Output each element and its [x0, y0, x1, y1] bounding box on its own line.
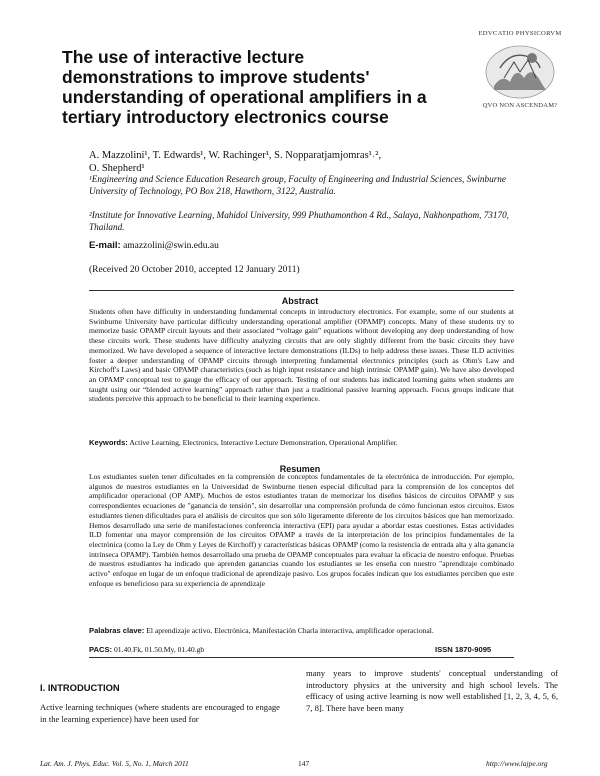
email-label: E-mail: [89, 240, 121, 251]
footer-page-number: 147 [298, 759, 310, 768]
divider-bottom [89, 657, 514, 658]
logo-motto-top: EDVCATIO PHYSICORVM [478, 30, 562, 37]
email-address: amazzolini@swin.edu.au [123, 241, 219, 251]
abstract-text: Students often have difficulty in understanding fundamental concepts in introductory electronics. For example, some of our students at Swinburne University have particular difficulty understanding operational amplifier (OPAMP) concepts. Many of these students try to memorize basic OPAMP circuit layouts and their associated “voltage gain” equations without developing any deep understanding of how these circuits work. These students have difficulty analyzing circuits that are only slightly different from the basic circuits they have memorized. We have developed a sequence of interactive lecture demonstrations (ILDs) to help address these issues. These ILD activities foster a deeper understanding of OPAMP circuits through interpreting fundamental electronics principles (such as Ohm's Law and Kirchoff's Laws) and basic OPAMP characteristics (such as high input resistance and high intrinsic OPAMP gain). We have also developed an OPAMP conceptual test to gauge the efficacy of our approach. Testing of our students has indicated learning gains when students are taught using our “blended active learning” approach rather than just a traditional passive learning approach. Focus groups indicate that students perceive this approach to be beneficial to their learning experience. [89, 307, 514, 404]
section-heading-introduction: I. INTRODUCTION [40, 682, 120, 693]
paper-title: The use of interactive lecture demonstrations to improve students' understanding of operational amplifiers in a tertiary introductory electronics course [62, 47, 427, 127]
pacs-codes: 01.40.Fk, 01.50.My, 01.40.gb [113, 645, 205, 654]
author-list [89, 149, 509, 175]
resumen-heading: Resumen [279, 464, 321, 474]
abstract-heading: Abstract [281, 296, 319, 306]
palabras-clave-line [89, 626, 514, 635]
keywords-value: Active Learning, Electronics, Interactive Lecture Demonstration, Operational Amplifier. [129, 438, 398, 447]
journal-logo [474, 30, 566, 109]
issn: ISSN 1870-9095 [435, 645, 492, 654]
logo-motto-bottom: QVO NON ASCENDAM? [482, 102, 558, 109]
author-line-2: O. Shepherd¹ [89, 163, 145, 174]
logo-emblem-icon [480, 38, 560, 102]
footer-url: http://www.lajpe.org [486, 759, 548, 768]
divider-top [89, 290, 514, 291]
intro-left-column: Active learning techniques (where students are encouraged to engage in the learning experience) have been used for [40, 702, 280, 724]
palabras-clave-label: Palabras clave: [89, 626, 145, 635]
keywords-label: Keywords: [89, 438, 128, 447]
palabras-clave-value: El aprendizaje activo, Electrónica, Manifestación Charla interactiva, amplificador operacional. [146, 626, 434, 635]
email-line [89, 240, 219, 251]
keywords-line [89, 438, 514, 447]
pacs-label: PACS: [89, 645, 113, 654]
received-dates: (Received 20 October 2010, accepted 12 January 2011) [89, 265, 300, 275]
author-line-1: A. Mazzolini¹, T. Edwards¹, W. Rachinger¹, S. Nopparatjamjomras¹˒², [89, 150, 382, 161]
affiliation-2: ²Institute for Innovative Learning, Mahidol University, 999 Phuthamonthon 4 Rd., Salaya, Nakhonpathom, 73170, Thailand. [89, 210, 509, 232]
intro-right-column: many years to improve students' conceptual understanding of introductory physics at the university and high school levels. The efficacy of using active learning is now well established [1, 2, 3, 4, 5, 6, 7, 8]. There have been many [306, 668, 558, 714]
affiliation-1: ¹Engineering and Science Education Research group, Faculty of Engineering and Industrial Sciences, Swinburne University of Technology, PO Box 218, Hawthorn, 3122, Australia. [89, 174, 506, 196]
footer-journal: Lat. Am. J. Phys. Educ. Vol. 5, No. 1, March 2011 [40, 759, 189, 768]
resumen-text: Los estudiantes suelen tener dificultades en la comprensión de conceptos fundamentales de la electrónica de introducción. Por ejemplo, algunos de nuestros estudiantes en la Universidad de Swinburne tienen especial dificultad para la comprensión de los conceptos del amplificador operacional (OP AMP). Muchos de estos estudiantes tratan de memorizar los diseños básicos de circuitos OPAMP y sus correspondientes ecuaciones de "ganancia de tensión", sin desarrollar una comprensión profunda de cómo funcionan estos circuitos. Estos estudiantes tienen dificultades para el análisis de circuitos que son sólo ligeramente diferente de los circuitos básicos que han memorizado. Hemos desarrollado una serie de manifestaciones conferencia interactiva (EPI) para ayudar a abordar estas cuestiones. Estas actividades ILD fomentar una mayor comprensión de los circuitos OPAMP a través de la interpretación de los principios fundamentales de la electrónica (como la Ley de Ohm y Leyes de Kirchoff) y características básicas OPAMP (como la resistencia de entrada alta y alta ganancia intrínseca OPAMP). También hemos desarrollado una prueba de OPAMP conceptuales para evaluar la eficacia de nuestro enfoque. Pruebas de nuestros estudiantes ha indicado que aprenden ganancias cuando los estudiantes se les enseña con nuestro "aprendizaje combinado activo" enfoque en lugar de un enfoque tradicional de aprendizaje pasivo. Los grupos focales indican que los estudiantes perciben que este enfoque es beneficioso para su experiencia de aprendizaje [89, 472, 514, 588]
